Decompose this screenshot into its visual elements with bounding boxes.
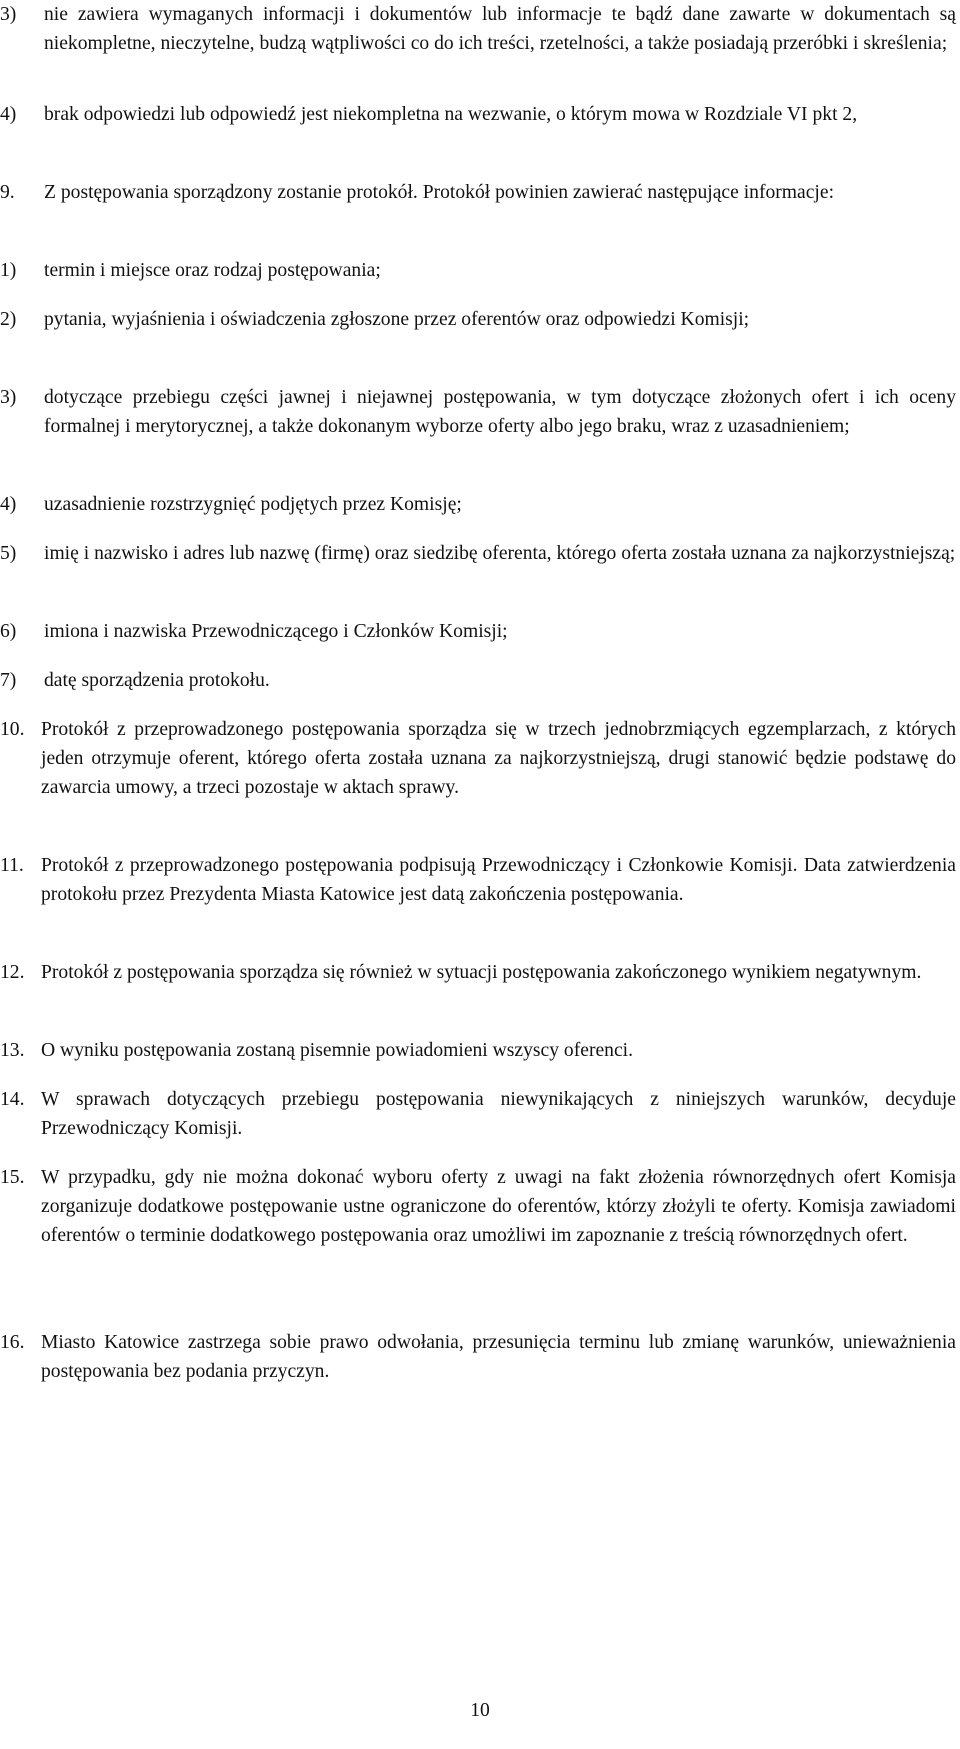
section-text: Protokół z postępowania sporządza się również w sytuacji postępowania zakończonego wynikiem negatywnym. [41, 962, 922, 983]
section-text: Protokół z przeprowadzonego postępowania podpisują Przewodniczący i Członkowie Komisji. Data zatwierdzenia protokołu przez Prezydenta Miasta Katowice jest datą zakończenia postępowania. [41, 855, 956, 905]
section-number: 11. [0, 855, 24, 876]
item-number: 3) [0, 4, 17, 25]
section-number: 10. [0, 719, 25, 740]
item-number: 1) [0, 260, 17, 281]
section-text: Z postępowania sporządzony zostanie protokół. Protokół powinien zawierać następujące informacje: [44, 182, 835, 203]
section-text: Miasto Katowice zastrzega sobie prawo odwołania, przesunięcia terminu lub zmianę warunków, unieważnienia postępowania bez podania przyczyn. [41, 1332, 956, 1382]
item-text: brak odpowiedzi lub odpowiedź jest niekompletna na wezwanie, o którym mowa w Rozdziale VI pkt 2, [44, 104, 858, 125]
list-item [0, 666, 960, 695]
item-number: 2) [0, 309, 17, 330]
section-text: Protokół z przeprowadzonego postępowania sporządza się w trzech jednobrzmiących egzemplarzach, z których jeden otrzymuje oferent, którego oferta została uznana za najkorzystniejszą, drugi stanowić będzie podstawę do zawarcia umowy, a trzeci pozostaje w aktach sprawy. [41, 719, 956, 798]
section-text: W sprawach dotyczących przebiegu postępowania niewynikających z niniejszych warunków, decyduje Przewodniczący Komisji. [41, 1089, 956, 1139]
list-item [0, 490, 960, 519]
section-text: O wyniku postępowania zostaną pisemnie powiadomieni wszyscy oferenci. [41, 1040, 634, 1061]
section-number: 16. [0, 1332, 25, 1353]
section-item [0, 178, 960, 207]
section-item [0, 1085, 960, 1143]
section-item [0, 1036, 960, 1065]
section-item [0, 958, 960, 987]
list-item [0, 100, 960, 129]
section-number: 15. [0, 1167, 25, 1188]
list-item [0, 305, 960, 334]
list-item [0, 0, 960, 58]
item-text: datę sporządzenia protokołu. [44, 670, 270, 691]
item-number: 3) [0, 387, 17, 408]
section-number: 9. [0, 182, 15, 203]
item-text: dotyczące przebiegu części jawnej i niejawnej postępowania, w tym dotyczące złożonych ofert i ich oceny formalnej i merytorycznej, a także dokonanym wyborze oferty albo jego braku, wraz z uzasadnieniem; [44, 387, 956, 437]
item-text: uzasadnienie rozstrzygnięć podjętych przez Komisję; [44, 494, 462, 515]
section-item [0, 715, 960, 802]
section-item [0, 851, 960, 909]
item-number: 7) [0, 670, 17, 691]
section-text: W przypadku, gdy nie można dokonać wyboru oferty z uwagi na fakt złożenia równorzędnych ofert Komisja zorganizuje dodatkowe postępowanie ustne ograniczone do oferentów, którzy złożyli te oferty. Komisja zawiadomi oferentów o terminie dodatkowego postępowania oraz umożliwi im zapoznanie z treścią równorzędnych ofert. [41, 1167, 956, 1246]
section-item [0, 1328, 960, 1386]
page-number: 10 [470, 1700, 490, 1721]
item-number: 4) [0, 494, 17, 515]
item-text: pytania, wyjaśnienia i oświadczenia zgłoszone przez oferentów oraz odpowiedzi Komisji; [44, 309, 750, 330]
section-number: 14. [0, 1089, 25, 1110]
list-item [0, 539, 960, 568]
section-item [0, 1163, 960, 1250]
item-text: nie zawiera wymaganych informacji i dokumentów lub informacje te bądź dane zawarte w dokumentach są niekompletne, nieczytelne, budzą wątpliwości co do ich treści, rzetelności, a także posiadają przeróbki i skreślenia; [44, 4, 956, 54]
item-number: 5) [0, 543, 17, 564]
list-item [0, 617, 960, 646]
item-text: imiona i nazwiska Przewodniczącego i Członków Komisji; [44, 621, 508, 642]
item-text: imię i nazwisko i adres lub nazwę (firmę) oraz siedzibę oferenta, którego oferta została uznana za najkorzystniejszą; [44, 543, 956, 564]
section-number: 12. [0, 962, 25, 983]
list-item [0, 256, 960, 285]
item-number: 4) [0, 104, 17, 125]
section-number: 13. [0, 1040, 25, 1061]
list-item [0, 383, 960, 441]
item-text: termin i miejsce oraz rodzaj postępowania; [44, 260, 381, 281]
item-number: 6) [0, 621, 17, 642]
